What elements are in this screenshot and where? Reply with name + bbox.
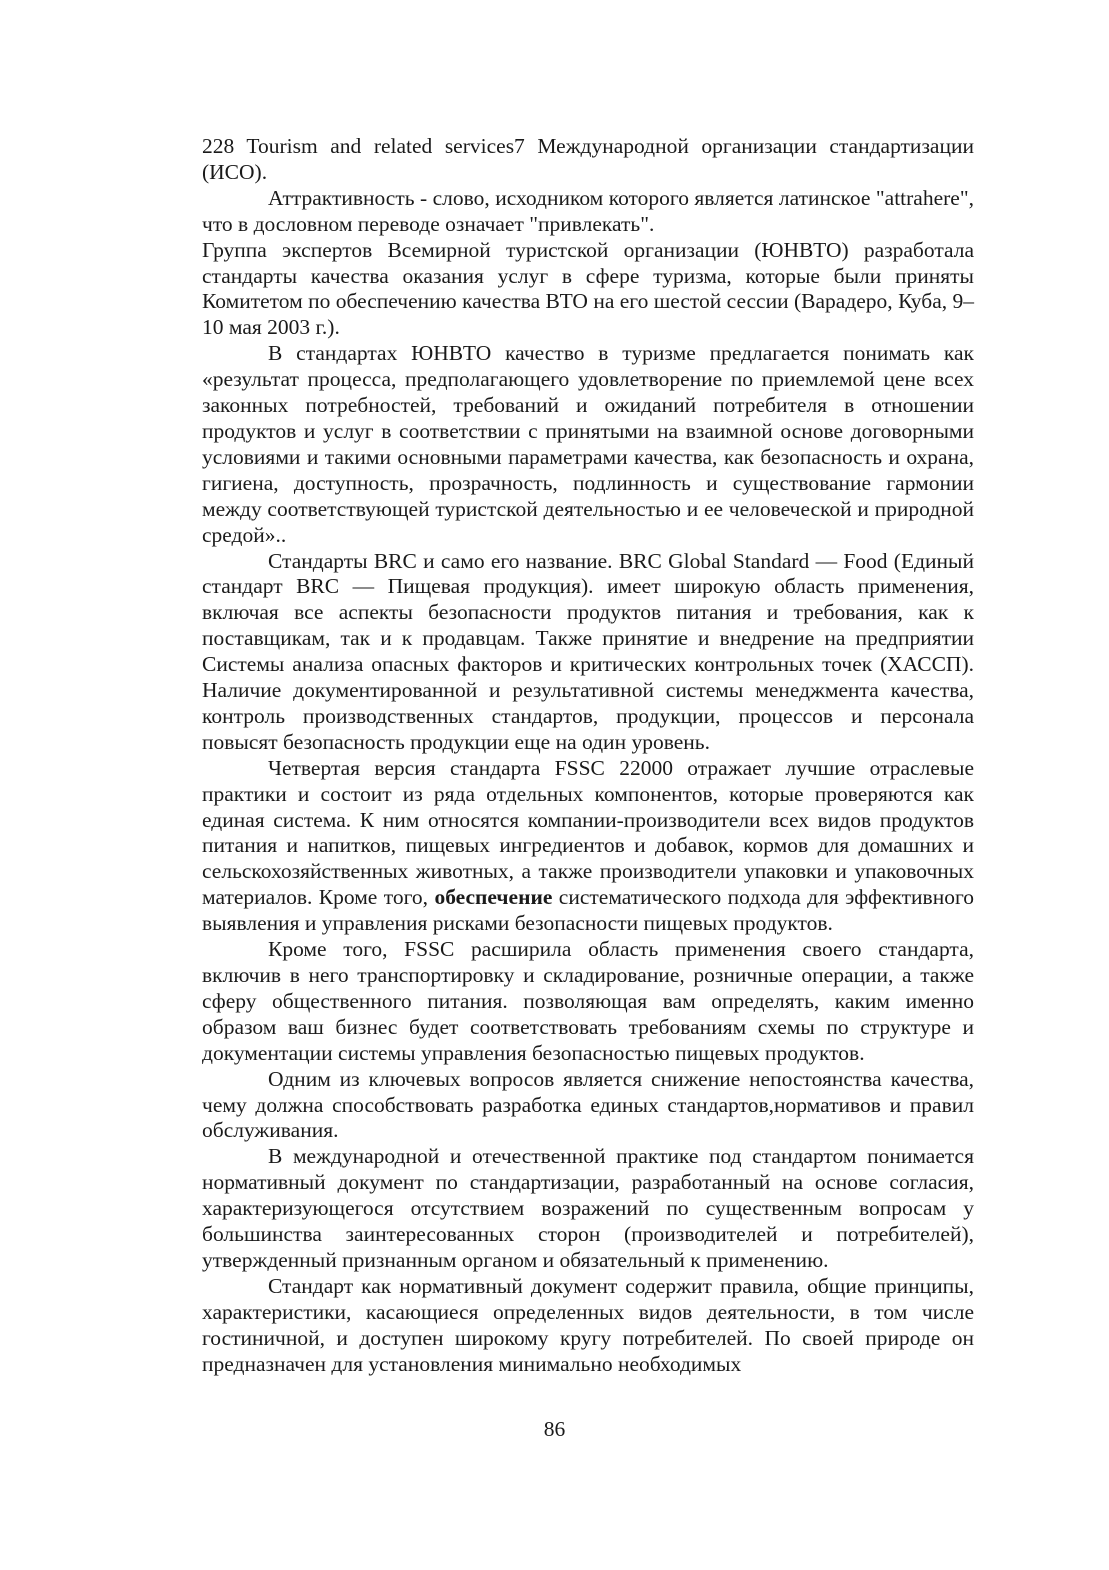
paragraph-standard-definition: В международной и отечественной практике под стандартом понимается нормативный документ по стандартизации, разработанный на основе согласия, характеризующегося отсутствием возражений по существенным вопросам у большинства заинтересованных сторон (производителей и потребителей), утвержденный признанным органом и обязательный к применению. [202,1144,974,1272]
paragraph-brc-standard: Стандарты BRC и само его название. BRC Global Standard — Food (Единый стандарт BRC — Пищевая продукция). имеет широкую область применения, включая все аспекты безопасности продуктов питания и требования, как к поставщикам, так и к продавцам. Также принятие и внедрение на предприятии Системы анализа опасных факторов и критических контрольных точек (ХАССП). Наличие документированной и результативной системы менеджмента качества, контроль производственных стандартов, продукции, процессов и персонала повысят безопасность продукции еще на один уровень. [202,548,974,754]
paragraph-quality-consistency: Одним из ключевых вопросов является снижение непостоянства качества, чему должна способствовать разработка единых стандартов,нормативов и правил обслуживания. [202,1066,974,1143]
paragraph-unwto-quality: В стандартах ЮНВТО качество в туризме предлагается понимать как «результат процесса, предполагающего удовлетворение по приемлемой цене всех законных потребностей, требований и ожиданий потребителя в отношении продуктов и услуг в соответствии с принятыми на взаимной основе договорными условиями и такими основными параметрами качества, как безопасность и охрана, гигиена, доступность, прозрачность, подлинность и существование гармонии между соответствующей туристской деятельностью и ее человеческой и природной средой».. [202,341,974,547]
fssc-text-start: Четвертая версия стандарта FSSC 22000 отражает лучшие отраслевые практики и состоит из ряда отдельных компонентов, которые проверяются как единая система. К ним относятся компании-производители всех видов продуктов питания и напитков, пищевых ингредиентов и добавок, кормов для домашних и сельскохозяйственных животных, а также производители упаковки и упаковочных материалов. Кроме того, [202,755,974,910]
page-number: 86 [543,1417,566,1441]
fssc-bold-term: обеспечение [434,885,553,910]
body-text [202,134,974,1378]
paragraph-attractiveness: Аттрактивность - слово, исходником которого является латинское "attrahere", что в дословном переводе означает "привлекать". [202,185,974,236]
paragraph-fssc-scope: Кроме того, FSSC расширила область применения своего стандарта, включив в него транспортировку и складирование, розничные операции, а также сферу общественного питания. позволяющая вам определять, каким именно образом ваш бизнес будет соответствовать требованиям схемы по структуре и документации системы управления безопасностью пищевых продуктов. [202,937,974,1065]
fssc-text-end: систематического подхода для эффективного выявления и управления рисками безопасности пищевых продуктов. [202,885,974,936]
paragraph-iso-reference: 228 Tourism and related services7 Международной организации стандартизации (ИСО). [202,134,974,184]
paragraph-normative-document: Стандарт как нормативный документ содержит правила, общие принципы, характеристики, касающиеся определенных видов деятельности, в том числе гостиничной, и доступен широкому кругу потребителей. По своей природе он предназначен для установления минимально необходимых [202,1273,974,1376]
paragraph-fssc-22000 [202,756,974,937]
paragraph-unwto-experts: Группа экспертов Всемирной туристской организации (ЮНВТО) разработала стандарты качества оказания услуг в сфере туризма, которые были приняты Комитетом по обеспечению качества ВТО на его шестой сессии (Варадеро, Куба, 9–10 мая 2003 г.). [202,237,974,340]
